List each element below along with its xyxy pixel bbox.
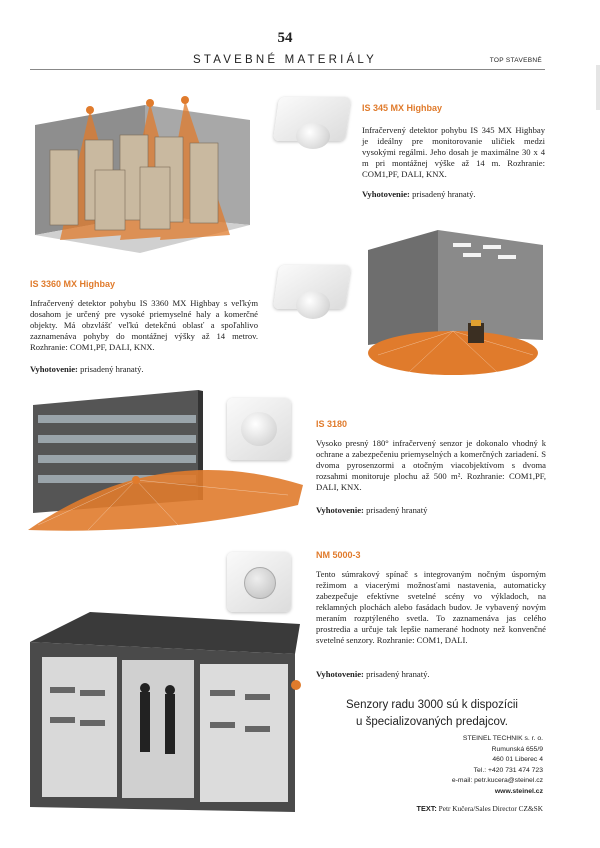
byline	[417, 804, 543, 813]
section-title: STAVEBNÉ MATERIÁLY	[193, 54, 377, 66]
contact-street: Rumunská 655/9	[491, 745, 543, 753]
product-is3180-description: Vysoko presný 180° infračervený senzor je dokonalo vhodný k ochrane a zabezpečeniu priemyselných a komerčných zariadení. S dvoma pyrosenzormi a otočným viacobjektívom s dvoma rozsahmi monitoruje plochu až 500 m². Rozhranie: COM1,PF, DALI, KNX.	[316, 438, 546, 492]
promo-line-1: Senzory radu 3000 sú k dispozícii	[346, 699, 518, 711]
promo-line-2: u špecializovaných predajcov.	[356, 716, 508, 728]
product-is3360-version: Vyhotovenie: prisadený hranatý.	[30, 364, 144, 374]
top-tag: TOP STAVEBNÉ	[489, 57, 542, 64]
byline-label: TEXT:	[416, 804, 437, 813]
product-is345-title: IS 345 MX Highbay	[362, 103, 443, 113]
hall-illustration	[368, 225, 543, 375]
contact-company: STEINEL TECHNIK s. r. o.	[462, 735, 543, 742]
contact-city: 460 01 Liberec 4	[492, 756, 543, 763]
shop-window-illustration	[30, 612, 305, 817]
product-nm5000-description: Tento súmrakový spínač s integrovaným nočným úsporným režimom a viacerými možnosťami nastavenia, automaticky zabezpečuje efektívne svetelné scény vo výkladoch, na reklamných plochách alebo fasádach budov. Je vybavený novým meraním rozptýleného svetla. To zaznamenáva jas celého prostredia a určuje tak lepšie namerané hodnoty než konvenčné svetelné senzory. Rozhranie: COM1, DALI.	[316, 569, 546, 645]
product-is3180-version: Vyhotovenie: prisadený hranatý	[316, 505, 428, 515]
is3180-sensor-image	[227, 398, 291, 460]
page-number: 54	[277, 30, 293, 46]
contact-phone: Tel.: +420 731 474 723	[473, 766, 543, 774]
product-is3360-title: IS 3360 MX Highbay	[30, 279, 116, 289]
header-rule	[30, 69, 545, 70]
page-edge-tab	[596, 65, 600, 110]
nm5000-sensor-image	[227, 552, 291, 612]
product-nm5000-version: Vyhotovenie: prisadený hranatý.	[316, 669, 430, 679]
is345-sensor-image	[272, 97, 352, 157]
product-is345-version: Vyhotovenie: prisadený hranatý.	[362, 189, 476, 199]
product-is345-description: Infračervený detektor pohybu IS 345 MX Highbay je ideálny pre monitorovanie uličiek medzi vysokými regálmi. Jeho dosah je maximálne 30 x 4 m pri montážnej výške až 14 m. Rozhranie: COM1,PF, DALI, KNX.	[362, 125, 545, 179]
product-nm5000-title: NM 5000-3	[316, 550, 361, 560]
byline-author: Petr Kučera/Sales Director CZ&SK	[438, 804, 543, 813]
product-is3180-title: IS 3180	[316, 419, 348, 429]
promo-text	[316, 697, 548, 731]
contact-email[interactable]: e-mail: petr.kucera@steinel.cz	[451, 777, 543, 784]
product-is3360-description: Infračervený detektor pohybu IS 3360 MX Highbay s veľkým dosahom je určený pre vysoké priemyselné haly a komerčné objekty. Má obzvlášť veľkú detekčnú oblasť a spoľahlivo zaznamenáva pohyby do montážnej výšky až 14 metrov. Rozhranie: COM1,PF, DALI, KNX.	[30, 298, 258, 352]
warehouse-illustration	[35, 95, 250, 255]
contact-website-link[interactable]: www.steinel.cz	[494, 787, 543, 795]
is3360-sensor-image	[272, 265, 352, 327]
contact-block	[452, 734, 543, 797]
